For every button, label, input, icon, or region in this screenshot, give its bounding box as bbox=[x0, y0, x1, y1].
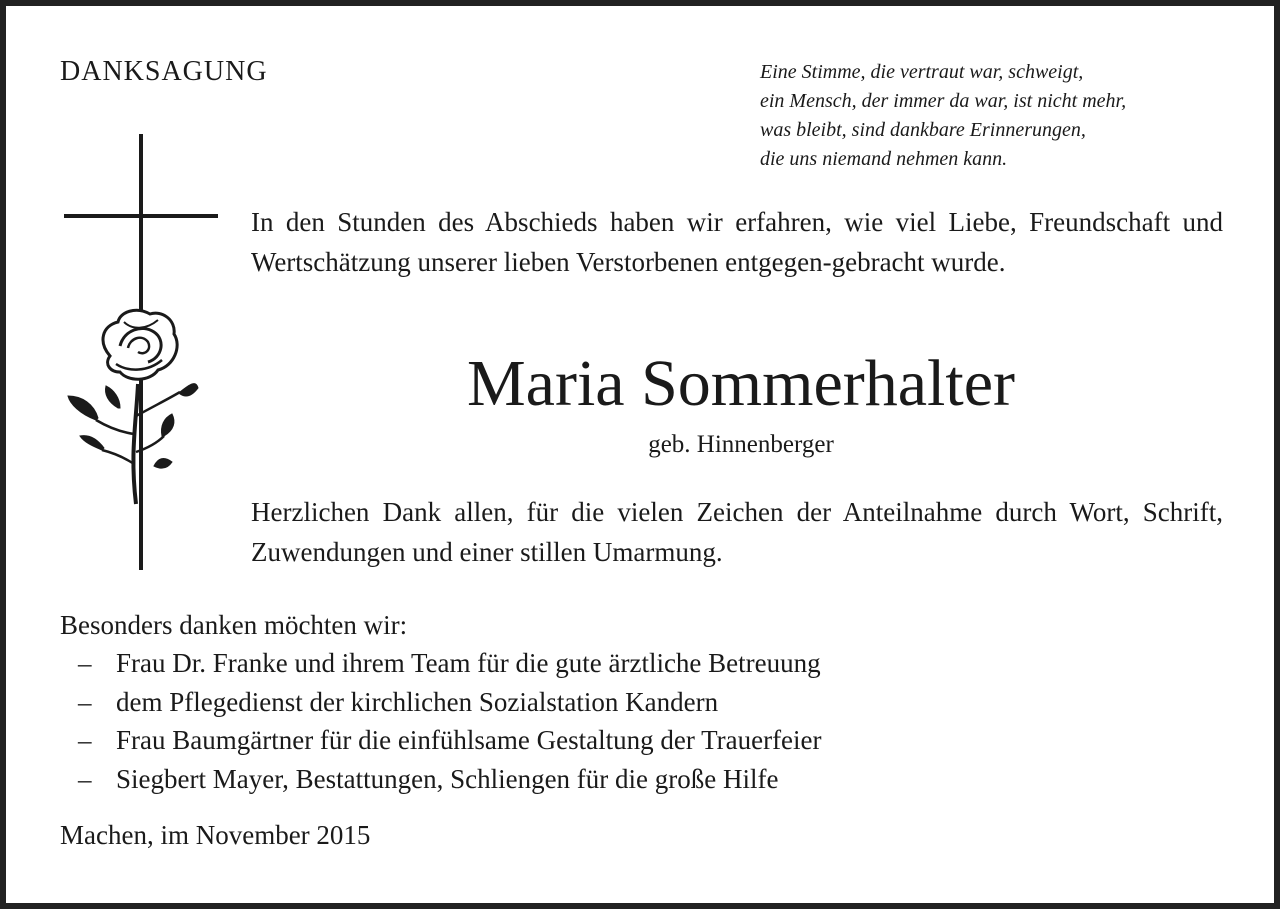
thanks-text: Herzlichen Dank allen, für die vielen Zeichen der Anteilnahme durch Wort, Schrift, Zuwendungen und einer stillen Umarmung. bbox=[251, 497, 1223, 567]
list-item-text: Siegbert Mayer, Bestattungen, Schliengen für die große Hilfe bbox=[116, 763, 779, 794]
list-item bbox=[60, 644, 822, 683]
memorial-poem bbox=[760, 58, 1230, 174]
list-item-text: Frau Baumgärtner für die einfühlsame Gestaltung der Trauerfeier bbox=[116, 725, 822, 755]
list-item-text: dem Pflegedienst der kirchlichen Sozialstation Kandern bbox=[116, 686, 719, 717]
place-and-date: Machen, im November 2015 bbox=[60, 820, 371, 850]
notice-heading: DANKSAGUNG bbox=[60, 56, 268, 87]
poem-line: Eine Stimme, die vertraut war, schweigt, bbox=[760, 61, 1084, 83]
list-item-text: Frau Dr. Franke und ihrem Team für die gute ärztliche Betreuung bbox=[116, 648, 821, 678]
list-item bbox=[60, 721, 822, 760]
special-thanks-list bbox=[60, 644, 822, 798]
list-dash: – bbox=[78, 725, 92, 755]
list-dash: – bbox=[78, 648, 92, 678]
special-thanks-title: Besonders danken möchten wir: bbox=[60, 610, 408, 640]
deceased-name: Maria Sommerhalter bbox=[467, 347, 1015, 420]
birth-name: geb. Hinnenberger bbox=[648, 431, 834, 458]
poem-line: was bleibt, sind dankbare Erinnerungen, bbox=[760, 119, 1086, 141]
poem-line: ein Mensch, der immer da war, ist nicht mehr, bbox=[760, 90, 1127, 112]
intro-text: In den Stunden des Abschieds haben wir erfahren, wie viel Liebe, Freundschaft und Wertschätzung unserer lieben Verstorbenen entgegen-gebracht wurde. bbox=[251, 207, 1223, 277]
poem-line: die uns niemand nehmen kann. bbox=[760, 148, 1008, 170]
rose-icon bbox=[68, 310, 198, 504]
list-item bbox=[60, 760, 822, 799]
list-dash: – bbox=[78, 763, 92, 794]
list-item bbox=[60, 683, 822, 722]
list-dash: – bbox=[78, 686, 92, 717]
cross-with-rose bbox=[58, 134, 218, 574]
